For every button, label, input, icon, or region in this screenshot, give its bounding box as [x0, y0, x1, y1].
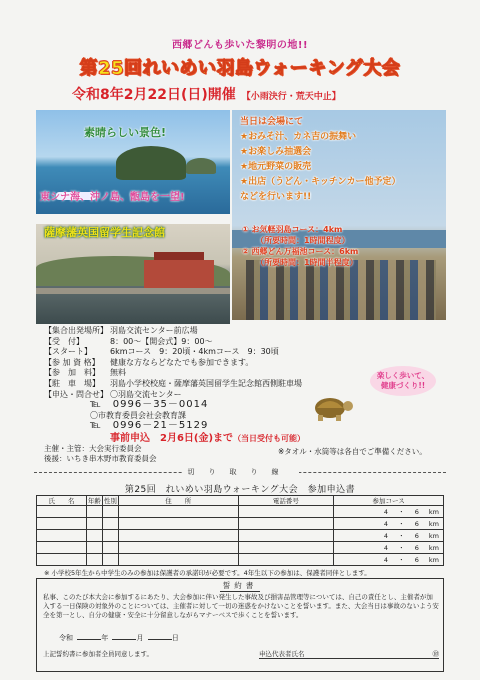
event-title: 第25回れいめい羽島ウォーキング大会: [79, 58, 401, 79]
input-cell[interactable]: [238, 518, 334, 530]
organizers: [44, 444, 157, 464]
island-shape: [186, 158, 216, 174]
course-cell[interactable]: 4 ・ 6 km: [334, 542, 444, 554]
organizer-line: 後援：いちき串木野市教育委員会: [44, 454, 157, 463]
detail-label: 【集合出発場所】: [44, 326, 108, 335]
col-address: 住 所: [118, 496, 238, 506]
date-row: [72, 84, 452, 104]
col-course: 参加コース: [334, 496, 444, 506]
date-day-field[interactable]: [148, 639, 172, 640]
events-lead: 当日は会場にて: [240, 117, 304, 127]
course-cell[interactable]: 4 ・ 6 km: [334, 518, 444, 530]
input-cell[interactable]: [86, 542, 102, 554]
col-phone: 電話番号: [238, 496, 334, 506]
turtle-icon: [308, 392, 356, 422]
detail-row: [44, 337, 344, 348]
event-item: ★地元野菜の販売: [240, 162, 312, 172]
input-cell[interactable]: [102, 554, 118, 566]
table-row: [37, 506, 444, 518]
caption-islands: 東シナ海、沖ノ島、甑島を一望!: [40, 192, 185, 203]
detail-label: 【スタート】: [44, 347, 92, 357]
input-cell[interactable]: [118, 518, 238, 530]
date-day-label: 日: [171, 634, 179, 642]
course-list: [242, 224, 442, 268]
date-year-label: 年: [101, 634, 109, 642]
registration-deadline: [110, 429, 305, 444]
detail-value: 羽島小学校校庭・薩摩藩英国留学生記念館西側駐車場: [110, 378, 302, 388]
input-cell[interactable]: [86, 518, 102, 530]
pier-shape: [36, 288, 230, 294]
input-cell[interactable]: [118, 530, 238, 542]
contact-tel: ℡ 0996－21－5129: [90, 420, 209, 432]
table-header: [37, 496, 444, 506]
input-cell[interactable]: [102, 506, 118, 518]
pledge-text: 私事、このたび本大会に参加するにあたり、大会参加に伴い発生した事故及び損害品管理等については、自己の責任とし、主催者が加入する一日保険の対象外のことについては、主催者に対して一切の迷惑をかけないことを誓います。また、大会当日は事故のないよう安全を第一とし、自分の健康・安全に十分留意しながらマナーベスで歩くことを誓います。: [43, 593, 439, 619]
input-cell[interactable]: [37, 518, 87, 530]
signer-label: 申込代表者氏名: [259, 650, 305, 658]
input-cell[interactable]: [37, 542, 87, 554]
building-shape: [144, 260, 214, 288]
input-cell[interactable]: [37, 530, 87, 542]
course-label: ① お気軽羽島コース：4km: [242, 225, 343, 234]
event-details: [44, 326, 344, 432]
input-cell[interactable]: [86, 554, 102, 566]
detail-label: 【参 加 料】: [44, 368, 100, 378]
pledge-box: [36, 578, 444, 672]
detail-value: 6kmコース 9：20頃・4kmコース 9：30頃: [110, 347, 279, 357]
contact-label: 【申込・問合せ】: [44, 389, 108, 399]
walkers-shape: [246, 260, 436, 320]
input-cell[interactable]: [102, 542, 118, 554]
input-cell[interactable]: [102, 530, 118, 542]
table-row: [37, 542, 444, 554]
events-trail: などを行います!!: [240, 192, 312, 202]
event-item: ★お楽しみ抽選会: [240, 147, 312, 157]
signer-field[interactable]: [259, 649, 439, 659]
date-month-label: 月: [136, 634, 144, 642]
island-shape: [116, 146, 186, 180]
caption-museum: 薩摩藩英国留学生記念館: [44, 226, 165, 239]
table-row: [37, 530, 444, 542]
tagline: 西郷どんも歩いた黎明の地!!: [171, 40, 309, 51]
pledge-footer: 上記誓約書に参加者全員同意します。: [43, 650, 153, 658]
pledge-date: [59, 633, 179, 643]
course-cell[interactable]: 4 ・ 6 km: [334, 506, 444, 518]
event-item: ★出店（うどん・キッチンカー他予定）: [240, 177, 401, 187]
date-year-field[interactable]: [77, 639, 101, 640]
form-title: 第25回 れいめい羽島ウォーキング大会 参加申込書: [124, 485, 356, 495]
detail-row: [44, 379, 344, 390]
towel-note: ※タオル・水筒等は各自でご準備ください。: [278, 447, 427, 456]
input-cell[interactable]: [238, 554, 334, 566]
detail-row: [44, 358, 344, 369]
detail-row: [44, 347, 344, 358]
input-cell[interactable]: [37, 506, 87, 518]
course-cell[interactable]: 4 ・ 6 km: [334, 554, 444, 566]
bubble-line: 楽しく歩いて、: [376, 371, 430, 380]
input-cell[interactable]: [102, 518, 118, 530]
contact-name: 〇羽島交流センター: [110, 389, 182, 399]
col-name: 氏 名: [37, 496, 87, 506]
detail-row: [44, 326, 344, 337]
col-gender: 性別: [103, 497, 117, 505]
date-month-field[interactable]: [112, 639, 136, 640]
event-item: ★おみそ汁、カネ吉の振舞い: [240, 132, 357, 142]
contact-tel: ℡ 0996－35－0014: [90, 399, 209, 411]
caption-scenery: 素晴らしい景色!: [84, 126, 167, 139]
detail-value: 健康な方ならどなたでも参加できます。: [110, 357, 254, 367]
deadline-note: （当日受付も可能）: [233, 434, 306, 443]
course-time: （所要時間：1時間半程度）: [256, 258, 358, 267]
input-cell[interactable]: [37, 554, 87, 566]
detail-label: 【駐 車 場】: [44, 378, 100, 388]
cut-label: 切り取り線: [0, 467, 480, 477]
events-list: [240, 115, 440, 205]
course-label: ② 西郷どん万福池コース：6km: [242, 247, 359, 256]
input-cell[interactable]: [118, 542, 238, 554]
detail-row: [44, 368, 344, 379]
input-cell[interactable]: [118, 506, 238, 518]
detail-value: 無料: [110, 368, 126, 378]
bubble-line: 健康づくり!!: [380, 381, 426, 390]
input-cell[interactable]: [118, 554, 238, 566]
date-prefix: 令和: [59, 634, 73, 642]
course-cell[interactable]: 4 ・ 6 km: [334, 530, 444, 542]
registration-table: [36, 495, 444, 566]
contact-name: 〇市教育委員会社会教育課: [90, 410, 186, 420]
col-age: 年齢: [87, 497, 101, 505]
event-date: 令和8年2月22日(日)開催: [72, 87, 236, 103]
detail-label: 【受 付】: [44, 336, 84, 346]
input-cell[interactable]: [86, 530, 102, 542]
speech-bubble: [370, 366, 436, 396]
table-row: [37, 554, 444, 566]
weather-note: 【小雨決行・荒天中止】: [241, 92, 341, 102]
detail-value: 羽島交流センター前広場: [110, 326, 198, 335]
deadline-main: 事前申込 2月6日(金)まで: [110, 433, 234, 444]
detail-value: 8：00～【開会式】9：00～: [110, 336, 213, 346]
input-cell[interactable]: [238, 530, 334, 542]
minor-footnote: ※ 小学校5年生から中学生のみの参加は保護者の承諾印が必要です。4年生以下の参加は、保護者同伴とします。: [44, 569, 371, 577]
table-row: [37, 518, 444, 530]
course-time: （所要時間：1時間程度）: [256, 236, 350, 245]
pledge-title: 誓約書: [37, 580, 443, 592]
seal-mark: ㊞: [432, 650, 439, 658]
detail-label: 【参 加 資 格】: [44, 357, 100, 367]
input-cell[interactable]: [86, 506, 102, 518]
organizer-line: 主催・主管：大会実行委員会: [44, 444, 142, 453]
input-cell[interactable]: [238, 506, 334, 518]
input-cell[interactable]: [238, 542, 334, 554]
